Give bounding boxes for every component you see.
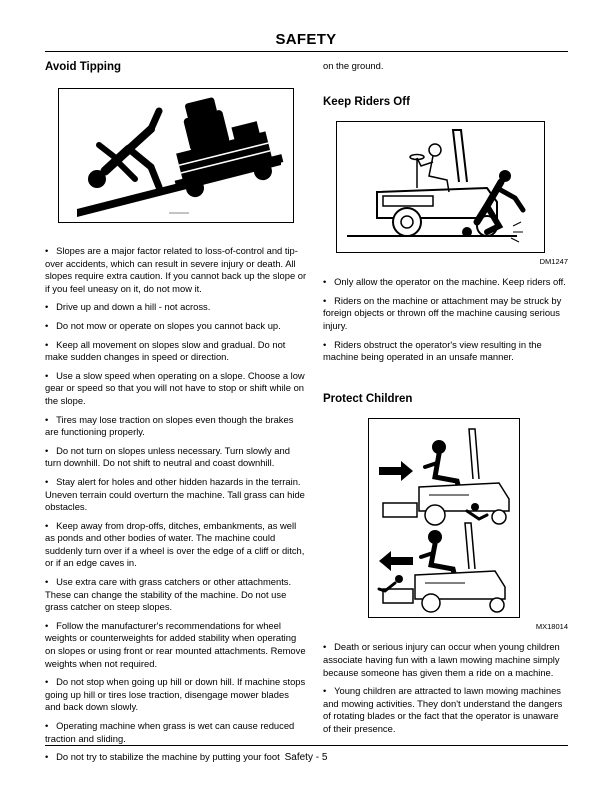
list-item: • Keep all movement on slopes slow and gradual. Do not make sudden changes in speed or direction.: [45, 339, 307, 364]
tipping-illustration: [58, 88, 294, 223]
list-item: • Drive up and down a hill - not across.: [45, 301, 307, 314]
list-item: • Stay alert for holes and other hidden hazards in the terrain. Uneven terrain could overturn the machine. Tall grass can hide obstacles.: [45, 476, 307, 514]
riders-illustration: [336, 121, 545, 253]
list-item: • Do not mow or operate on slopes you cannot back up.: [45, 320, 307, 333]
header-rule: [45, 51, 568, 52]
list-item: • Do not try to stabilize the machine by putting your foot: [45, 751, 307, 764]
list-item: • Do not stop when going up hill or down hill. If machine stops going up hill or tires lose traction, disengage mower blades and back down slowly.: [45, 676, 307, 714]
list-item: • Young children are attracted to lawn mowing machines and mowing activities. They don't understand the dangers of rotating blades or the fact that the operator is unaware of their presence.: [323, 685, 568, 735]
page-number: Safety - 5: [284, 752, 328, 763]
list-item: • Use extra care with grass catchers or other attachments. These can change the stability of the machine. Do not use grass catcher on steep slopes.: [45, 576, 307, 614]
left-column: [45, 60, 307, 770]
list-item: • Riders obstruct the operator's view resulting in the machine being operated in an unsafe manner.: [323, 339, 568, 364]
keep-riders-off-heading: Keep Riders Off: [323, 95, 410, 108]
list-item: • Only allow the operator on the machine. Keep riders off.: [323, 276, 568, 289]
continuation-text: on the ground.: [323, 60, 384, 71]
page-title: SAFETY: [275, 31, 337, 48]
protect-children-heading: Protect Children: [323, 392, 413, 405]
list-item: • Keep away from drop-offs, ditches, embankments, as well as ponds and other bodies of water. The machine could suddenly turn over if a wheel is over the edge of a cliff or ditch, or if an edge caves in.: [45, 520, 307, 570]
avoid-tipping-heading: Avoid Tipping: [45, 61, 122, 73]
list-item: • Use a slow speed when operating on a slope. Choose a low gear or speed so that you will not have to stop or shift while on the slope.: [45, 370, 307, 408]
children-illustration: [368, 418, 520, 618]
list-item: • Riders on the machine or attachment may be struck by foreign objects or thrown off the machine causing serious injury.: [323, 295, 568, 333]
list-item: • Death or serious injury can occur when young children associate having fun with a lawn mowing machine simply because someone has given them a ride on a machine.: [323, 641, 568, 679]
list-item: • Operating machine when grass is wet can cause reduced traction and sliding.: [45, 720, 307, 745]
right-column: [323, 60, 568, 742]
list-item: • Slopes are a major factor related to loss-of-control and tip-over accidents, which can result in severe injury or death. All slopes require extra caution. If you cannot back up the slope or if you feel uneasy on it, do not mow it.: [45, 245, 307, 295]
list-item: • Follow the manufacturer's recommendations for wheel weights or counterweights for added stability when operating on slopes or using front or rear mounted attachments. Remove weights when not required.: [45, 620, 307, 670]
footer-rule: [45, 745, 568, 746]
list-item: • Tires may lose traction on slopes even though the brakes are functioning properly.: [45, 414, 307, 439]
figure-code: MX18014: [535, 621, 568, 631]
list-item: • Do not turn on slopes unless necessary. Turn slowly and turn downhill. Do not shift to neutral and coast downhill.: [45, 445, 307, 470]
figure-code: DM1247: [539, 256, 568, 266]
